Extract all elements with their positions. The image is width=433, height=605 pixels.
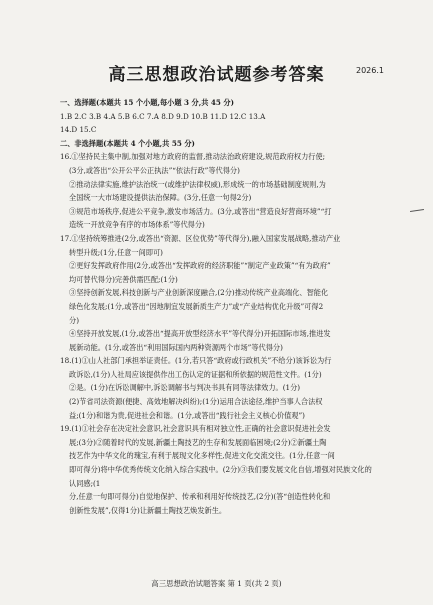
q17-line: ②更好发挥政府作用(2分,或答出“发挥政府的经济职能”“制定产业政策”“有为政府”	[69, 261, 331, 271]
q19-line: 即可得分)将中华优秀传统文化纳入综合实践中。(2分)③我们要发展文化自信,增强对民族文化的认同感;(1	[69, 465, 372, 488]
q17-line: 展新动能。(1分,或答出“利用国际国内两种资源两个市场”等代得分)	[69, 342, 283, 352]
choice-answers-line: 1.B 2.C 3.B 4.A 5.B 6.C 7.A 8.D 9.D 10.B 11.D 12.C 13.A	[60, 111, 266, 121]
choice-answers-line: 14.D 15.C	[60, 125, 97, 135]
page-title: 高三思想政治试题参考答案	[108, 65, 325, 85]
q17-line: 分)	[69, 315, 79, 325]
q19-line: 技艺作为中华文化的瑰宝,有利于展现文化多样性,促进文化交流交往。(1分,任意一间	[69, 451, 335, 461]
q19-line: 展;(3分)②随着时代的发展,新疆土陶技艺的生存和发展面临困境;(2分)②新疆土陶	[69, 437, 327, 447]
q17-line: ③坚持创新发展,科技创新与产业创新深度融合,(2分)推动传统产业高端化、智能化	[69, 288, 329, 298]
q18-line: ②是。(1分)在诉讼调解中,诉讼调解书与判决书具有同等法律效力。(1分)	[69, 383, 301, 393]
q18-line: (2)节省司法资源(便捷、高效地解决纠纷);(1分)运用合法途径,维护当事人合法权	[69, 397, 323, 407]
q16-line: 全国统一大市场建设提供法治保障。(3分,任意一句得2分)	[69, 193, 252, 203]
section-heading-open: 二、非选择题(本题共 4 个小题,共 55 分)	[60, 138, 195, 148]
q17-line: ④坚持开放发展,(1分,或答出“提高开放型经济水平”等代得分)开拓国际市场,推进发	[69, 329, 331, 339]
q16-line: 造统一开放竞争有序的市场体系”等代得分)	[69, 220, 205, 230]
q19-line: 19.(1)①社会存在决定社会意识,社会意识具有相对独立性,正确的社会意识促进社会发	[60, 424, 331, 434]
q16-line: ②推动法律实施,维护法治统一(或维护法律权威),形成统一的市场基础制度规则,为	[69, 179, 326, 189]
q16-line: 16.①坚持民主集中制,加强对地方政府的监督,推动法治政府建设,规范政府权力行使;	[60, 152, 326, 162]
q16-line: (3分,或答出“公开公平公正执法”“依法行政”等代得分)	[69, 165, 240, 175]
section-heading-choice: 一、选择题(本题共 15 个小题,每小题 3 分,共 45 分)	[60, 98, 235, 107]
q17-line: 均可替代得分)完善供需匹配;(1分)	[69, 274, 178, 284]
q19-line: 创新性发展”,仅得1分)让新疆土陶技艺焕发新生。	[69, 505, 227, 515]
q18-line: 政诉讼,(1分)人社局应该提供作出工伤认定的证据和所依据的规范性文件。(1分)	[69, 369, 322, 379]
page-footer: 高三思想政治试题答案 第 1 页(共 2 页)	[151, 579, 282, 588]
q17-line: 转型升级;(1分,任意一间即可)	[69, 247, 163, 257]
answer-content	[60, 96, 378, 517]
margin-mark	[410, 209, 424, 212]
q16-line: ③规范市场秩序,促进公平竞争,激发市场活力。(3分,或答出“营造良好营商环境”“打	[69, 206, 332, 216]
exam-date: 2026.1	[356, 66, 384, 75]
q19-line: 分,任意一句即可得分)自觉地保护、传承和利用好传统技艺,(2分)(答“创造性转化和	[69, 492, 331, 502]
q18-line: 18.(1)①山人社部门承担举证责任。(1分,若只答“政府或行政机关”不给分)该诉讼为行	[60, 356, 332, 366]
q18-line: 益;(1分)和谐为贵,促进社会和谐。(1分,或答出“践行社会主义核心价值观”)	[69, 410, 305, 420]
q17-line: 17.①坚持统筹推进(2分,或答出“资源、区位优势”等代得分),融入国家发展战略,推动产业	[60, 233, 341, 243]
q17-line: 绿色化发展;(1分,或答出“因地制宜发展新质生产力”或“产业结构优化升级”可得2	[69, 301, 324, 311]
